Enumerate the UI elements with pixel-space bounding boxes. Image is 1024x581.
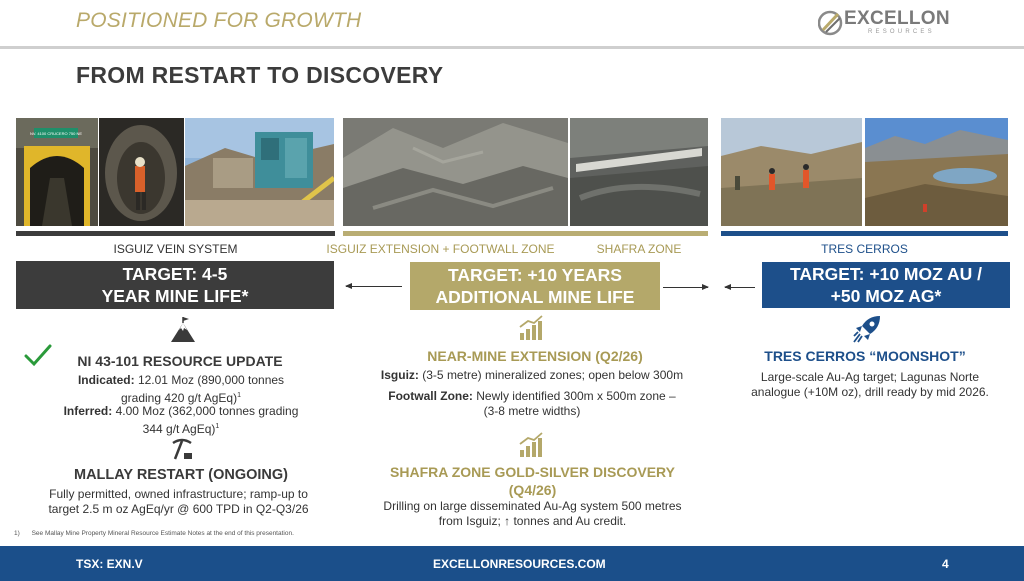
- logo-subtitle: RESOURCES: [868, 29, 935, 35]
- mountain-flag-icon: [170, 317, 196, 343]
- mallay-line1: Fully permitted, owned infrastructure; ramp-up to: [49, 487, 308, 501]
- footwall-label: Footwall Zone:: [388, 389, 473, 403]
- photo-tres-cerros-team: [721, 118, 862, 226]
- arrow-left-icon: [346, 286, 402, 287]
- footwall-text: [362, 389, 702, 419]
- shafra-heading-line2: (Q4/26): [508, 482, 557, 498]
- footwall-value: Newly identified 300m x 500m zone –: [476, 389, 676, 403]
- section-kicker: POSITIONED FOR GROWTH: [76, 9, 362, 32]
- isguiz-value: (3-5 metre) mineralized zones; open below 300m: [422, 368, 684, 382]
- indicated-value-line2: grading 420 g/t AgEq): [121, 391, 238, 405]
- resource-update-heading: NI 43-101 RESOURCE UPDATE: [77, 353, 283, 369]
- isguiz-text: [362, 368, 702, 383]
- arrow-right-icon: [663, 287, 708, 288]
- indicated-label: Indicated:: [77, 373, 135, 387]
- rocket-icon: [852, 312, 884, 344]
- middle-column-label-isguiz: ISGUIZ EXTENSION + FOOTWALL ZONE: [326, 242, 555, 256]
- moonshot-text: [725, 370, 1015, 400]
- arrow-left-icon: [725, 287, 755, 288]
- left-column-label: ISGUIZ VEIN SYSTEM: [113, 242, 238, 256]
- footnote-number: 1): [14, 530, 20, 537]
- mallay-restart-text: [26, 487, 331, 517]
- isguiz-label: Isguiz:: [380, 368, 419, 382]
- photo-isguiz-terrain: [343, 118, 568, 226]
- inferred-text: [36, 404, 326, 437]
- target-box-left: [16, 261, 334, 309]
- left-column-bar: [16, 231, 335, 236]
- middle-column-label-shafra: SHAFRA ZONE: [596, 242, 682, 256]
- moonshot-line1: Large-scale Au-Ag target; Lagunas Norte: [760, 370, 980, 384]
- shafra-text: [355, 499, 710, 529]
- footer-bar: [0, 546, 1024, 581]
- inferred-value: 4.00 Moz (362,000 tonnes grading: [115, 404, 299, 418]
- moonshot-heading: TRES CERROS “MOONSHOT”: [764, 348, 966, 364]
- footnote: [14, 530, 294, 537]
- logo-wordmark: EXCELLON: [844, 8, 950, 29]
- target-left-line2: YEAR MINE LIFE*: [101, 286, 249, 306]
- footer-website[interactable]: EXCELLONRESOURCES.COM: [433, 557, 606, 571]
- pickaxe-icon: [170, 437, 194, 461]
- moonshot-line2: analogue (+10M oz), drill ready by mid 2026.: [751, 385, 989, 399]
- inferred-value-line2: 344 g/t AgEq): [142, 422, 216, 436]
- target-box-middle: [410, 262, 660, 310]
- mallay-line2: target 2.5 m oz AgEq/yr @ 600 TPD in Q2-Q3/26: [48, 502, 309, 516]
- target-right-line2: +50 MOZ AG*: [830, 286, 942, 306]
- photo-mine-portal: [16, 118, 98, 226]
- shafra-discovery-heading: [355, 463, 710, 499]
- footnote-ref: 1: [215, 423, 220, 430]
- growth-chart-icon: [518, 315, 544, 341]
- inferred-label: Inferred:: [63, 404, 113, 418]
- right-column-bar: [721, 231, 1008, 236]
- target-middle-line2: ADDITIONAL MINE LIFE: [435, 287, 635, 307]
- photo-processing-plant: [185, 118, 334, 226]
- target-right-line1: TARGET: +10 MOZ AU /: [789, 264, 983, 284]
- page-number: 4: [942, 557, 949, 571]
- indicated-text: [36, 373, 326, 406]
- near-mine-extension-heading: NEAR-MINE EXTENSION (Q2/26): [427, 348, 643, 364]
- shafra-line2: from Isguiz; ↑ tonnes and Au credit.: [438, 514, 627, 528]
- photo-tres-cerros-lake: [865, 118, 1008, 226]
- portal-sign-text: NV. 4100 CRUCERO 750 NE: [29, 131, 83, 136]
- target-box-right: [762, 262, 1010, 308]
- excellon-logo: [818, 6, 968, 40]
- logo-mark-icon: [818, 8, 844, 38]
- target-left-line1: TARGET: 4-5: [122, 264, 228, 284]
- growth-chart-icon: [518, 432, 544, 458]
- slide-title: FROM RESTART TO DISCOVERY: [76, 62, 444, 88]
- shafra-heading-line1: SHAFRA ZONE GOLD-SILVER DISCOVERY: [390, 464, 675, 480]
- shafra-line1: Drilling on large disseminated Au-Ag system 500 metres: [383, 499, 682, 513]
- target-middle-line1: TARGET: +10 YEARS: [448, 265, 622, 285]
- header-divider: [0, 46, 1024, 49]
- footer-ticker: TSX: EXN.V: [76, 557, 143, 571]
- footwall-value-line2: (3-8 metre widths): [483, 404, 581, 418]
- mallay-restart-heading: MALLAY RESTART (ONGOING): [73, 467, 288, 483]
- middle-column-bar: [343, 231, 708, 236]
- indicated-value: 12.01 Moz (890,000 tonnes: [137, 373, 285, 387]
- footnote-ref: 1: [237, 392, 241, 399]
- photo-shafra-core: [570, 118, 708, 226]
- footnote-text: See Mallay Mine Property Mineral Resource Estimate Notes at the end of this presentation.: [31, 530, 294, 537]
- photo-underground-miner: [99, 118, 184, 226]
- right-column-label: TRES CERROS: [821, 242, 908, 256]
